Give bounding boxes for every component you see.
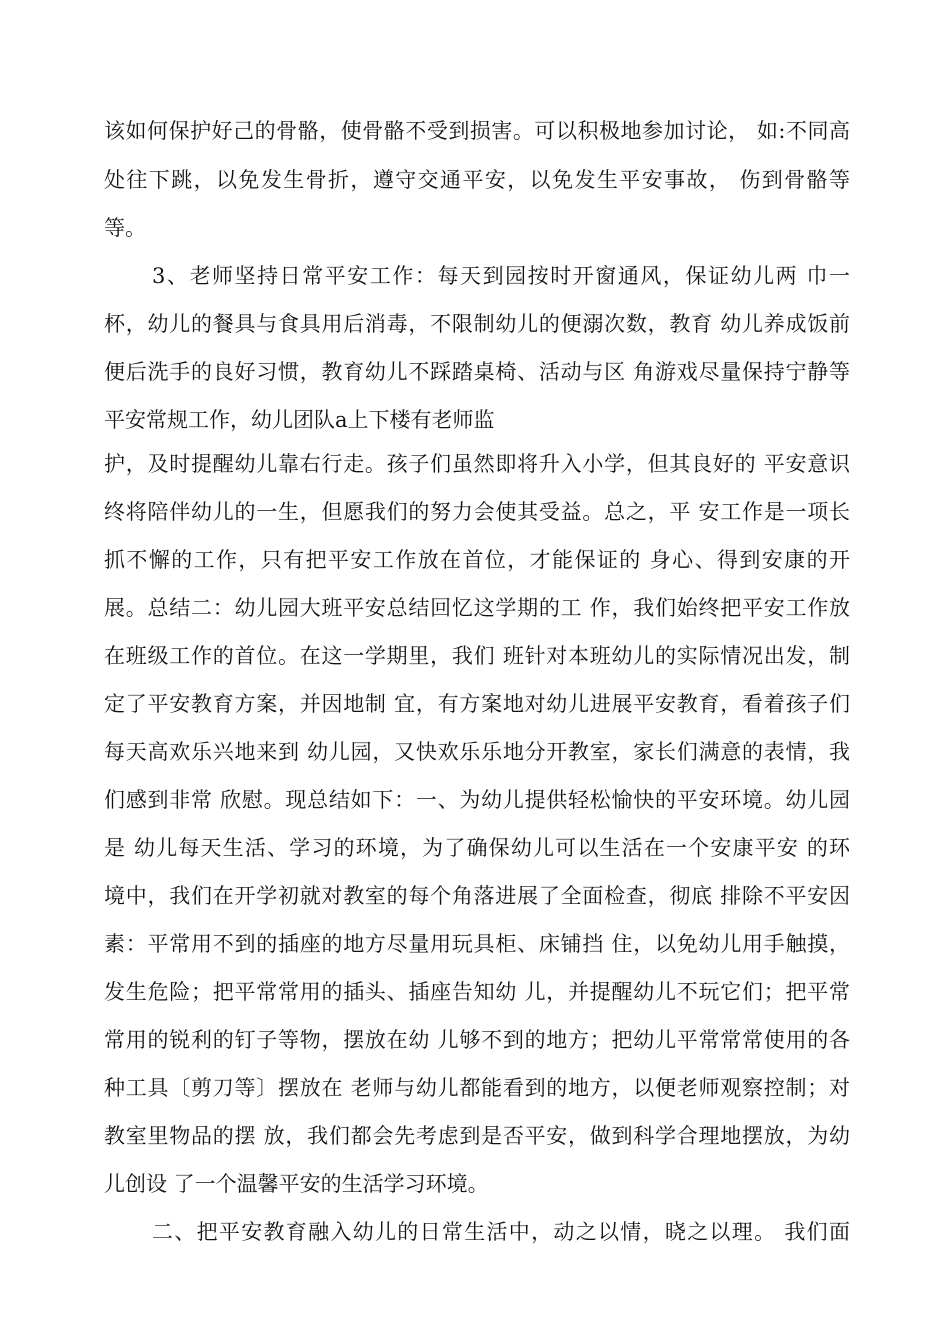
body-text-line: 该如何保护好己的骨骼，使骨骼不受到损害。可以积极地参加讨论， 如:不同高 [104, 119, 850, 143]
body-text-line: 终将陪伴幼儿的一生，但愿我们的努力会使其受益。总之，平 安工作是一项长 [104, 500, 850, 524]
paragraph-start-line: 二、把平安教育融入幼儿的日常生活中，动之以情，晓之以理。 我们面 [152, 1220, 850, 1244]
body-text-line: 展。总结二：幼儿园大班平安总结回忆这学期的工 作，我们始终把平安工作放 [104, 596, 850, 620]
body-text-line: 等。 [104, 216, 146, 240]
body-text-line: 在班级工作的首位。在这一学期里，我们 班针对本班幼儿的实际情况出发，制 [104, 644, 850, 668]
body-text-line: 是 幼儿每天生活、学习的环境，为了确保幼儿可以生活在一个安康平安 的环 [104, 836, 850, 860]
body-text-line: 抓不懈的工作，只有把平安工作放在首位，才能保证的 身心、得到安康的开 [104, 548, 850, 572]
paragraph-start-line: 3、老师坚持日常平安工作：每天到园按时开窗通风，保证幼儿两 巾一 [152, 264, 850, 288]
body-text-line: 境中，我们在开学初就对教室的每个角落进展了全面检查，彻底 排除不平安因 [104, 884, 850, 908]
body-text-line: 便后洗手的良好习惯，教育幼儿不踩踏桌椅、活动与区 角游戏尽量保持宁静等 [104, 360, 850, 384]
body-text-line: 们感到非常 欣慰。现总结如下：一、为幼儿提供轻松愉快的平安环境。幼儿园 [104, 788, 850, 812]
body-text-line: 常用的锐利的钉子等物，摆放在幼 儿够不到的地方；把幼儿平常常常使用的各 [104, 1028, 850, 1052]
body-text-line: 平安常规工作，幼儿团队a上下楼有老师监 [104, 408, 495, 432]
body-text-line: 杯，幼儿的餐具与食具用后消毒，不限制幼儿的便溺次数，教育 幼儿养成饭前 [104, 312, 850, 336]
body-text-line: 种工具〔剪刀等〕摆放在 老师与幼儿都能看到的地方，以便老师观察控制；对 [104, 1076, 850, 1100]
body-text-line: 定了平安教育方案，并因地制 宜，有方案地对幼儿进展平安教育，看着孩子们 [104, 692, 850, 716]
body-text-line: 发生危险；把平常常用的插头、插座告知幼 儿，并提醒幼儿不玩它们；把平常 [104, 980, 850, 1004]
body-text-line: 处往下跳，以免发生骨折，遵守交通平安，以免发生平安事故， 伤到骨骼等 [104, 168, 850, 192]
body-text-line: 护，及时提醒幼儿靠右行走。孩子们虽然即将升入小学，但其良好的 平安意识 [104, 452, 850, 476]
body-text-line: 教室里物品的摆 放，我们都会先考虑到是否平安，做到科学合理地摆放，为幼 [104, 1124, 850, 1148]
body-text-line: 素：平常用不到的插座的地方尽量用玩具柜、床铺挡 住，以免幼儿用手触摸， [104, 932, 850, 956]
body-text-line: 儿创设 了一个温馨平安的生活学习环境。 [104, 1172, 489, 1196]
body-text-line: 每天高欢乐兴地来到 幼儿园，又快欢乐乐地分开教室，家长们满意的表情，我 [104, 740, 850, 764]
